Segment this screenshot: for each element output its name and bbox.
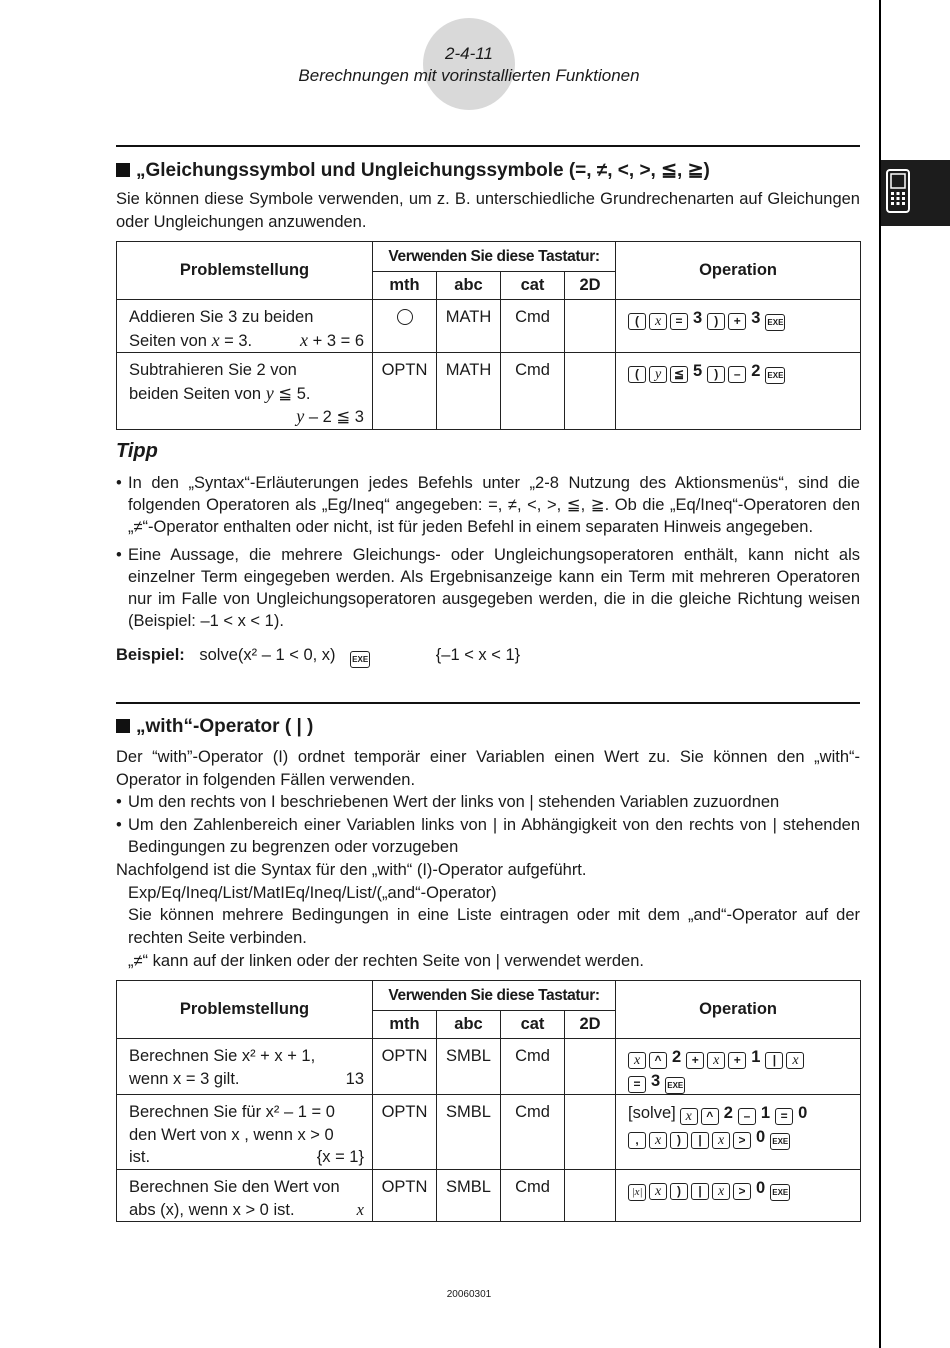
2d-cell bbox=[565, 1170, 616, 1222]
key-less-equal: ≦ bbox=[670, 366, 688, 383]
key-exe: EXE bbox=[765, 314, 785, 331]
col-abc: abc bbox=[437, 272, 501, 300]
key-x: x bbox=[649, 313, 667, 330]
col-problem: Problemstellung bbox=[117, 981, 373, 1039]
abc-cell: SMBL bbox=[437, 1170, 501, 1222]
col-cat: cat bbox=[501, 272, 565, 300]
table-row bbox=[117, 1039, 861, 1095]
tipp-bullet: • In den „Syntax“-Erläuterungen jedes Befehls unter „2-8 Nutzung des Aktionsmenüs“, sind die folgenden Operatoren als „Eg/Ineq“ angegeben: =, ≠, <, >, ≦, ≧. Ob die „Eq/Ineq“-Operatoren den „≠“-Operator enthalten oder nicht, ist für jeden Befehl in einem separaten Hinweis angegeben. bbox=[116, 474, 860, 536]
problem-cell: Berechnen Sie x² + x + 1, wenn x = 3 gilt. 13 bbox=[117, 1039, 373, 1095]
key-close-paren: ) bbox=[707, 313, 725, 330]
operation-cell: ( x = 3 ) + 3 EXE bbox=[616, 300, 861, 353]
paragraph: Nachfolgend ist die Syntax für den „with“ (I)-Operator aufgeführt. bbox=[116, 861, 587, 879]
key-equals: = bbox=[670, 313, 688, 330]
section-title: „with“-Operator ( | ) bbox=[116, 716, 313, 738]
example-line: Beispiel: solve(x² – 1 < 0, x) EXE {–1 < x < 1} bbox=[116, 646, 520, 668]
list-item: • Um den Zahlenbereich einer Variablen links von | in Abhängigkeit von den rechts von | stehenden Bedingungen zu begrenzen oder vorzugeben bbox=[116, 816, 860, 856]
col-mth: mth bbox=[373, 1011, 437, 1039]
key-exe: EXE bbox=[765, 367, 785, 384]
abc-cell: MATH bbox=[437, 353, 501, 430]
operation-cell: ( y ≦ 5 ) – 2 EXE bbox=[616, 353, 861, 430]
col-cat: cat bbox=[501, 1011, 565, 1039]
2d-cell bbox=[565, 300, 616, 353]
tipp-heading: Tipp bbox=[116, 440, 158, 462]
operations-table bbox=[116, 980, 861, 1222]
problem-cell: Berechnen Sie für x² – 1 = 0 den Wert von x , wenn x > 0 ist. {x = 1} bbox=[117, 1095, 373, 1170]
col-keyboard: Verwenden Sie diese Tastatur: bbox=[373, 981, 616, 1011]
circle-mark-icon bbox=[397, 309, 413, 325]
cat-cell: Cmd bbox=[501, 1039, 565, 1095]
2d-cell bbox=[565, 1039, 616, 1095]
table-row bbox=[117, 1170, 861, 1222]
square-bullet-icon bbox=[116, 163, 130, 177]
calculator-icon bbox=[881, 160, 950, 226]
list-item: • Um den rechts von I beschriebenen Wert der links von | stehenden Variablen zuzuordnen bbox=[116, 793, 780, 811]
table-row bbox=[117, 353, 861, 430]
page-number: 2-4-11 bbox=[445, 44, 493, 63]
paragraph: „≠“ kann auf der linken oder der rechten Seite von | verwendet werden. bbox=[128, 952, 644, 970]
section-divider bbox=[116, 145, 860, 147]
key-open-paren: ( bbox=[628, 366, 646, 383]
key-minus: – bbox=[728, 366, 746, 383]
col-mth: mth bbox=[373, 272, 437, 300]
operations-table bbox=[116, 241, 861, 430]
syntax-line: Exp/Eq/Ineq/List/MatIEq/Ineq/List/(„and“-Operator) bbox=[128, 884, 497, 902]
chapter-title: Berechnungen mit vorinstallierten Funktionen bbox=[298, 66, 640, 85]
col-2d: 2D bbox=[565, 1011, 616, 1039]
chapter-tab bbox=[881, 160, 950, 226]
col-operation: Operation bbox=[616, 981, 861, 1039]
paragraph: Der “with”-Operator (I) ordnet temporär einer Variablen einen Wert zu. Sie können den „with“-Operator in folgenden Fällen verwenden. bbox=[116, 748, 860, 789]
key-close-paren: ) bbox=[707, 366, 725, 383]
mth-cell: OPTN bbox=[373, 1095, 437, 1170]
problem-cell: Addieren Sie 3 zu beiden Seiten von x = 3. x + 3 = 6 bbox=[117, 300, 373, 353]
section-intro: Sie können diese Symbole verwenden, um z. B. unterschiedliche Grundrechenarten auf Gleichungen oder Ungleichungen anzuwenden. bbox=[116, 190, 860, 231]
paragraph: Sie können mehrere Bedingungen in eine Liste eintragen oder mit dem „and“-Operator auf der rechten Seite verbinden. bbox=[128, 906, 860, 947]
operation-cell: |x| x ) | x > 0 EXE bbox=[616, 1170, 861, 1222]
mth-cell: OPTN bbox=[373, 353, 437, 430]
col-abc: abc bbox=[437, 1011, 501, 1039]
section-divider bbox=[116, 702, 860, 704]
tipp-bullet: • Eine Aussage, die mehrere Gleichungs- oder Ungleichungsoperatoren enthält, kann nicht als einzelner Term eingegeben werden. Als Ergebnisanzeige kann ein Term mit mehreren Operatoren nur im Falle von Ungleichungsoperatoren ausgegeben werden, die in die gleiche Richtung weisen (Beispiel: –1 < x < 1). bbox=[116, 546, 860, 630]
key-open-paren: ( bbox=[628, 313, 646, 330]
table-row bbox=[117, 1095, 861, 1170]
cat-cell: Cmd bbox=[501, 353, 565, 430]
2d-cell bbox=[565, 353, 616, 430]
operation-cell: x ^ 2 + x + 1 | x = 3 EXE bbox=[616, 1039, 861, 1095]
problem-cell: Subtrahieren Sie 2 von beiden Seiten von y ≦ 5. y – 2 ≦ 3 bbox=[117, 353, 373, 430]
abc-cell: SMBL bbox=[437, 1039, 501, 1095]
2d-cell bbox=[565, 1095, 616, 1170]
key-plus: + bbox=[728, 313, 746, 330]
cat-cell: Cmd bbox=[501, 1170, 565, 1222]
page-number-circle bbox=[423, 18, 515, 110]
cat-cell: Cmd bbox=[501, 300, 565, 353]
mth-cell: OPTN bbox=[373, 1170, 437, 1222]
cat-cell: Cmd bbox=[501, 1095, 565, 1170]
square-bullet-icon bbox=[116, 719, 130, 733]
abc-cell: SMBL bbox=[437, 1095, 501, 1170]
footer-code: 20060301 bbox=[446, 1289, 492, 1300]
section-title: „Gleichungssymbol und Ungleichungssymbole (=, ≠, <, >, ≦, ≧) bbox=[116, 159, 710, 182]
key-exe: EXE bbox=[350, 651, 370, 668]
col-keyboard: Verwenden Sie diese Tastatur: bbox=[373, 242, 616, 272]
operation-cell: [solve] x ^ 2 – 1 = 0 , x ) | x > 0 EXE bbox=[616, 1095, 861, 1170]
mth-cell bbox=[373, 300, 437, 353]
col-problem: Problemstellung bbox=[117, 242, 373, 300]
mth-cell: OPTN bbox=[373, 1039, 437, 1095]
col-2d: 2D bbox=[565, 272, 616, 300]
problem-cell: Berechnen Sie den Wert von abs (x), wenn x > 0 ist. x bbox=[117, 1170, 373, 1222]
col-operation: Operation bbox=[616, 242, 861, 300]
table-row bbox=[117, 300, 861, 353]
key-y: y bbox=[649, 366, 667, 383]
abc-cell: MATH bbox=[437, 300, 501, 353]
